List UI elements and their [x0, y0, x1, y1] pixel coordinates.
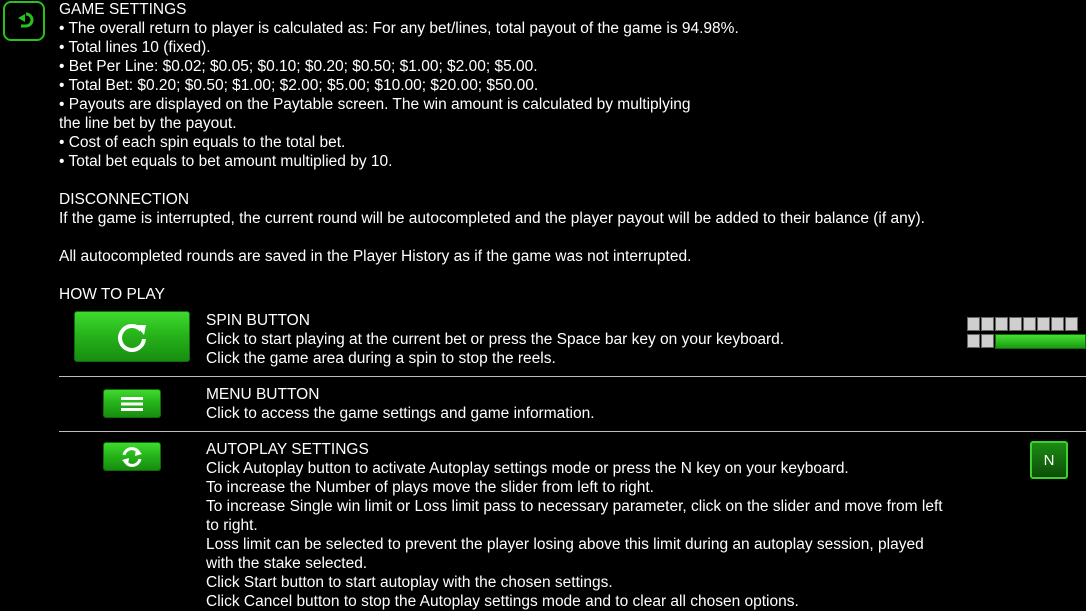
autoplay-desc-5: Loss limit can be selected to prevent the player losing above this limit during an autoplay session, played — [206, 536, 924, 553]
cost-line: • Cost of each spin equals to the total bet. — [59, 134, 346, 151]
autoplay-desc-6: with the stake selected. — [206, 555, 368, 572]
spin-desc-2: Click the game area during a spin to stop the reels. — [206, 350, 556, 367]
payouts-line: • Payouts are displayed on the Paytable screen. The win amount is calculated by multiplying — [59, 96, 691, 113]
total-bet-line: • Total Bet: $0.20; $0.50; $1.00; $2.00; $5.00; $10.00; $20.00; $50.00. — [59, 77, 539, 94]
payouts-line-cont: the line bet by the payout. — [59, 115, 237, 132]
autoplay-desc-2: To increase the Number of plays move the slider from left to right. — [206, 479, 654, 496]
menu-title: MENU BUTTON — [206, 386, 320, 403]
how-to-play-heading: HOW TO PLAY — [59, 286, 165, 303]
autoplay-desc-1: Click Autoplay button to activate Autoplay settings mode or press the N key on your keyboard. — [206, 460, 849, 477]
return-arrow-icon — [12, 9, 36, 33]
bet-per-line-line: • Bet Per Line: $0.02; $0.05; $0.10; $0.20; $0.50; $1.00; $2.00; $5.00. — [59, 58, 538, 75]
autocompleted-text: All autocompleted rounds are saved in the Player History as if the game was not interrupted. — [59, 248, 692, 265]
total-lines-line: • Total lines 10 (fixed). — [59, 39, 211, 56]
menu-desc: Click to access the game settings and game information. — [206, 405, 595, 422]
divider — [59, 431, 1086, 432]
menu-icon — [121, 396, 143, 412]
game-settings-heading: GAME SETTINGS — [59, 1, 187, 18]
rtp-line: • The overall return to player is calculated as: For any bet/lines, total payout of the game is 94.98%. — [59, 20, 739, 37]
back-button[interactable] — [3, 1, 45, 41]
autoplay-title: AUTOPLAY SETTINGS — [206, 441, 369, 458]
autoplay-desc-8: Click Cancel button to stop the Autoplay settings mode and to clear all chosen options. — [206, 593, 799, 610]
autoplay-icon — [120, 446, 144, 468]
help-content — [59, 0, 1086, 610]
total-bet-multiplier-line: • Total bet equals to bet amount multiplied by 10. — [59, 153, 393, 170]
menu-button[interactable] — [103, 389, 161, 418]
autoplay-desc-4: to right. — [206, 517, 258, 534]
spin-desc-1: Click to start playing at the current bet or press the Space bar key on your keyboard. — [206, 331, 785, 348]
autoplay-desc-7: Click Start button to start autoplay with the chosen settings. — [206, 574, 613, 591]
n-key-icon: N — [1030, 441, 1068, 479]
spin-button[interactable] — [74, 311, 190, 362]
keyboard-illustration — [967, 313, 1086, 351]
disconnection-text: If the game is interrupted, the current round will be autocompleted and the player payout will be added to their balance (if any). — [59, 210, 925, 227]
divider — [59, 376, 1086, 377]
space-bar-key — [995, 334, 1086, 349]
disconnection-heading: DISCONNECTION — [59, 191, 190, 208]
spin-title: SPIN BUTTON — [206, 312, 310, 329]
spin-icon — [114, 319, 150, 355]
autoplay-desc-3: To increase Single win limit or Loss limit pass to necessary parameter, click on the slider and move from left — [206, 498, 943, 515]
autoplay-button[interactable] — [103, 442, 161, 471]
